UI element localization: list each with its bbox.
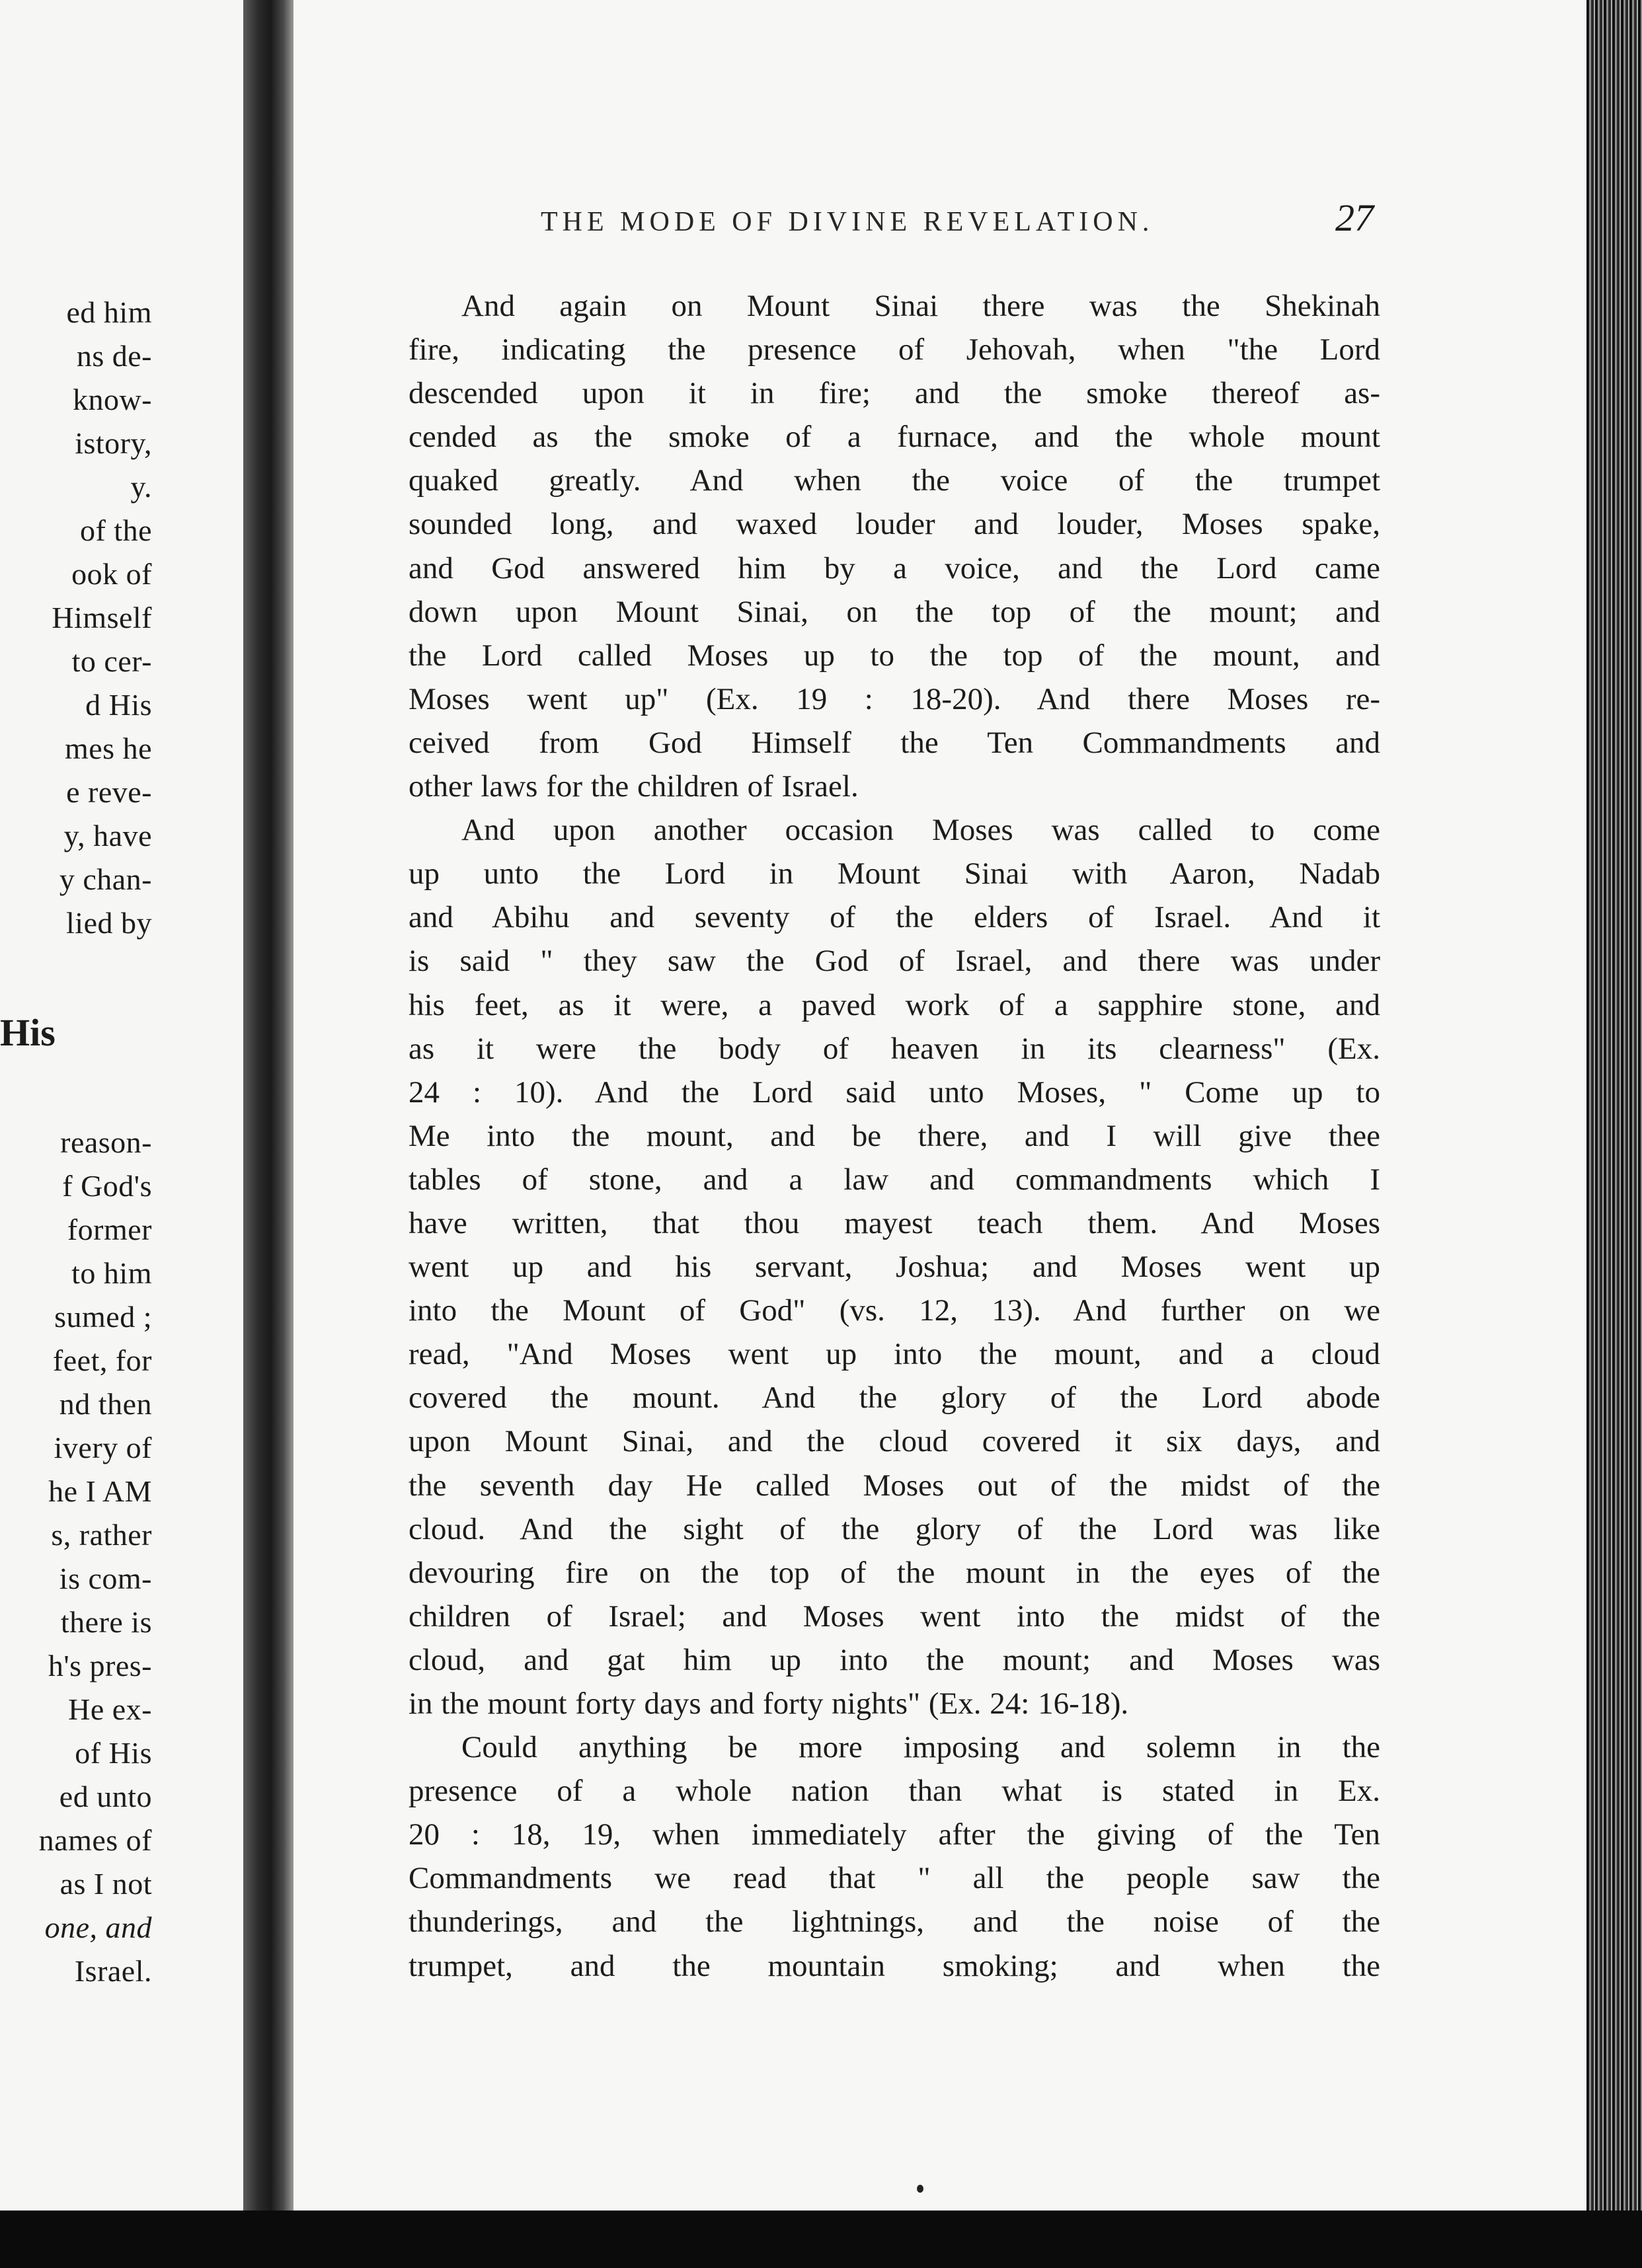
left-line: y. xyxy=(130,470,152,504)
left-line: names of xyxy=(38,1823,152,1857)
text-line: in the mount forty days and forty nights" (Ex. 24: 16-18). xyxy=(409,1686,1129,1721)
text-line: sounded long, and waxed louder and louder, Moses spake, xyxy=(409,507,1380,542)
left-line: former xyxy=(67,1213,152,1246)
text-line: read, "And Moses went up into the mount, and a cloud xyxy=(409,1337,1380,1372)
left-line: of His xyxy=(75,1736,152,1770)
text-line: presence of a whole nation than what is stated in Ex. xyxy=(409,1774,1380,1809)
page-number: 27 xyxy=(1335,196,1374,239)
left-line: istory, xyxy=(75,426,152,460)
page-edges xyxy=(1586,0,1642,2211)
text-line: And upon another occasion Moses was called to come xyxy=(461,813,1380,848)
text-line: upon Mount Sinai, and the cloud covered it six days, and xyxy=(409,1424,1380,1459)
text-line: into the Mount of God" (vs. 12, 13). And further on we xyxy=(409,1293,1380,1328)
text-line: descended upon it in fire; and the smoke thereof as- xyxy=(409,376,1380,411)
left-line: nd then xyxy=(59,1387,152,1421)
left-line: y chan- xyxy=(59,862,152,896)
left-line: ook of xyxy=(71,557,152,591)
left-line: sumed ; xyxy=(54,1300,152,1334)
text-line: and Abihu and seventy of the elders of Israel. And it xyxy=(409,900,1380,935)
text-line: cended as the smoke of a furnace, and the whole mount xyxy=(409,420,1380,455)
left-line: is com- xyxy=(59,1562,152,1595)
text-line: trumpet, and the mountain smoking; and when the xyxy=(409,1948,1380,1983)
scan-background-band xyxy=(0,2211,1642,2268)
left-line: y, have xyxy=(63,819,152,852)
text-line: And again on Mount Sinai there was the Shekinah xyxy=(461,289,1380,323)
left-line: Israel. xyxy=(74,1954,152,1988)
left-line: there is xyxy=(60,1605,152,1639)
text-line: covered the mount. And the glory of the Lord abode xyxy=(409,1380,1380,1416)
text-line: quaked greatly. And when the voice of the trumpet xyxy=(409,463,1380,498)
text-line: his feet, as it were, a paved work of a sapphire stone, and xyxy=(409,987,1380,1022)
left-line: f God's xyxy=(62,1169,152,1203)
text-line: have written, that thou mayest teach them. And Moses xyxy=(409,1205,1380,1240)
left-line: he I AM xyxy=(48,1474,152,1508)
left-line: mes he xyxy=(64,732,152,765)
text-line: Me into the mount, and be there, and I will give thee xyxy=(409,1118,1380,1153)
left-line: of the xyxy=(79,513,152,547)
text-line: the seventh day He called Moses out of the midst of the xyxy=(409,1468,1380,1503)
left-line: to cer- xyxy=(71,644,152,678)
text-line: and God answered him by a voice, and the Lord came xyxy=(409,550,1380,586)
body-text xyxy=(409,284,1380,1988)
left-line: lied by xyxy=(66,906,152,940)
scan-speck xyxy=(917,2185,923,2193)
left-line: ns de- xyxy=(76,339,152,373)
text-line: as it were the body of heaven in its clearness" (Ex. xyxy=(409,1031,1380,1066)
left-line: s, rather xyxy=(51,1518,152,1552)
left-line: as I not xyxy=(59,1867,152,1901)
left-line: He ex- xyxy=(68,1692,152,1726)
text-line: cloud, and gat him up into the mount; and Moses was xyxy=(409,1642,1380,1677)
left-line: know- xyxy=(72,383,152,416)
text-line: Could anything be more imposing and solemn in the xyxy=(461,1730,1380,1765)
text-line: tables of stone, and a law and commandments which I xyxy=(409,1162,1380,1197)
left-line: to him xyxy=(71,1256,152,1290)
running-title: THE MODE OF DIVINE REVELATION. xyxy=(541,207,1154,237)
left-line: feet, for xyxy=(52,1343,152,1377)
left-line: ivery of xyxy=(54,1431,152,1464)
left-section-heading: His xyxy=(0,1011,56,1054)
left-spacer xyxy=(0,1064,152,1121)
left-line: reason- xyxy=(60,1125,152,1159)
text-line: down upon Mount Sinai, on the top of the mount; and xyxy=(409,594,1380,629)
text-line: cloud. And the sight of the glory of the Lord was like xyxy=(409,1511,1380,1546)
text-line: 20 : 18, 19, when immediately after the giving of the Ten xyxy=(409,1817,1380,1852)
text-line: 24 : 10). And the Lord said unto Moses, " Come up to xyxy=(409,1075,1380,1110)
text-line: other laws for the children of Israel. xyxy=(409,769,859,804)
text-line: the Lord called Moses up to the top of the mount, and xyxy=(409,638,1380,673)
book-gutter-shadow xyxy=(243,0,293,2211)
text-line: thunderings, and the lightnings, and the noise of the xyxy=(409,1905,1380,1940)
left-spacer xyxy=(0,945,152,1002)
text-line: went up and his servant, Joshua; and Moses went up xyxy=(409,1250,1380,1285)
text-line: fire, indicating the presence of Jehovah, when "the Lord xyxy=(409,332,1380,367)
left-line: one, and xyxy=(44,1910,152,1944)
text-line: devouring fire on the top of the mount in the eyes of the xyxy=(409,1555,1380,1590)
left-line: Himself xyxy=(52,601,152,634)
text-line: Moses went up" (Ex. 19 : 18-20). And there Moses re- xyxy=(409,681,1380,716)
text-line: ceived from God Himself the Ten Commandments and xyxy=(409,725,1380,760)
text-line: children of Israel; and Moses went into the midst of the xyxy=(409,1599,1380,1634)
previous-page-text xyxy=(0,291,152,1993)
left-line: ed unto xyxy=(59,1780,152,1813)
left-line: ed him xyxy=(66,295,152,329)
text-line: Commandments we read that " all the people saw the xyxy=(409,1861,1380,1896)
left-line: d His xyxy=(85,688,152,722)
previous-page-fragment xyxy=(0,0,243,2211)
text-line: is said " they saw the God of Israel, and there was under xyxy=(409,944,1380,979)
left-line: h's pres- xyxy=(48,1649,152,1682)
text-line: up unto the Lord in Mount Sinai with Aaron, Nadab xyxy=(409,856,1380,891)
left-line: e reve- xyxy=(66,775,152,809)
